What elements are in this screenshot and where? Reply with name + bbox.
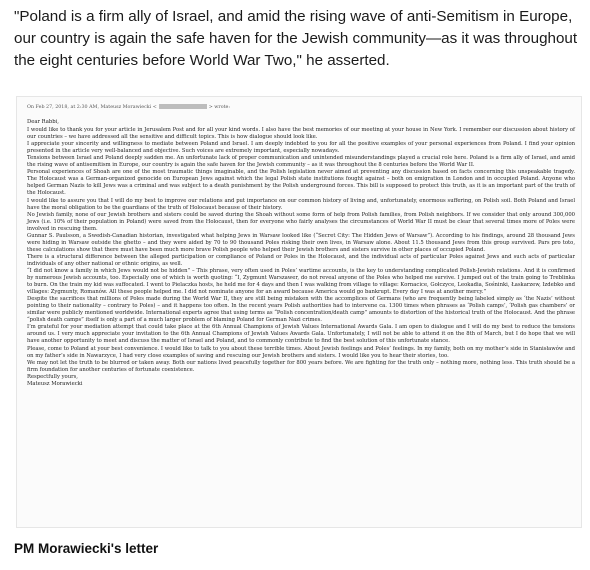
letter-paragraph: Personal experiences of Shoah are one of the most traumatic things imaginable, and the Polish legislation never aimed at preventing any discussion based on facts concerning this unspeakable tragedy. The Holocaust was a German-organized genocide on European Jews against which the legal Polish state institutions fought against – both on emigration in London and in occupied Poland. Anyone who helped German Nazis to kill Jews was a criminal and was subject to a death punishment by the Polish underground forces. This bill is supposed to protect this truth, as it is an important part of the truth of the Holocaust.: [27, 169, 575, 197]
email-header-suffix: > wrote:: [208, 105, 230, 110]
image-caption: PM Morawiecki's letter: [14, 541, 159, 556]
letter-paragraph: I would like to thank you for your article in Jerusalem Post and for all your kind words. I also have the best memories of our meeting at your house in New York. I remember our discussion about history of our countries – we have addressed all the sensitive and difficult topics. This is how dialogue should look like.: [27, 127, 575, 141]
letter-closing: Respectfully yours,: [27, 373, 78, 380]
letter-paragraph: We may not let the truth to be blurred or taken away. Both our nations lived peacefully together for 800 years before. We are fighting for the truth only – nothing more, nothing less. This truth should be a firm foundation for another centuries of fortunate coexistence.: [27, 359, 575, 373]
pull-quote: "Poland is a firm ally of Israel, and amid the rising wave of anti-Semitism in Europe, our country is again the safe haven for the Jewish community—as it was throughout the eight centuries before World War Two," he asserted.: [14, 8, 578, 69]
letter-paragraph: I appreciate your sincerity and willingness to mediate between Poland and Israel. I am deeply indebted to you for all the positive examples of your personal experiences from Poland. I find your opinion presented in the article very well-balanced and objective. Such voices are extremely important, especially nowadays.: [27, 141, 575, 155]
letter-paragraph: No Jewish family, none of our Jewish brothers and sisters could be saved during the Shoah without some form of help from Polish families, from Polish neighbors. If we consider that only around 300,000 Jews (i.e. 10% of their population in Poland) were saved from the Holocaust, then for everyone who fairly analyses the circumstances of World War II must be clear that several times more of Poles were involved in rescuing them.: [27, 211, 575, 232]
redacted-email-address: [159, 104, 207, 109]
letter-paragraph: I’m grateful for your mediation attempt that could take place at the 6th Annual Champions of Jewish Values International Awards Gala. I am open to dialogue and I will do my best to reduce the tensions around us. I very much appreciate your invitation to the 6th Annual Champions of Jewish Values Awards Gala. Unfortunately, I will not be able to attend it on the 8th of March, but I do hope that we will have another opportunity to meet and discuss the matter of Israel and Poland, and to commonly contribute to find the best solution of this unfortunate stance.: [27, 324, 575, 345]
letter-paragraph: Despite the sacrifices that millions of Poles made during the World War II, they are still being mistaken with the accomplices of Germans (who are frequently being labeled simply as ‘the Nazis’ without pointing to their nationality – contrary to Poles) – and it happens too often. In the recent years Polish authorities had to intervene ca. 1300 times when phrases as ‘Polish camps’, ‘Polish gas chambers’ or similar were publicly mentioned worldwide. International experts agree that using terms as “Polish concentration/death camp” amounts to distortion of the historical truth of the Holocaust. And the phrase “polish death camps” itself is only a part of a much larger problem of blaming Poland for German Nazi crimes.: [27, 296, 575, 324]
letter-paragraph: I would like to assure you that I will do my best to improve our relations and put importance on our common history of living and, unfortunately, enormous suffering, on Polish soil. Both Poland and Israel have the moral obligation to be the guardians of the truth of Holocaust because of their history.: [27, 197, 575, 211]
letter-image: [16, 96, 582, 528]
letter-body: [27, 104, 575, 388]
email-header: [27, 104, 575, 111]
email-header-prefix: On Feb 27, 2018, at 2:30 AM, Mateusz Morawiecki <: [27, 105, 157, 110]
letter-paragraph: There is a structural difference between the alleged participation or compliance of Poland or Poles in the Holocaust, and the individual acts of particular Poles against Jews and such acts of particular individuals of any other national or ethnic origins, as well.: [27, 253, 575, 267]
letter-paragraph: Please, come to Poland at your best convenience. I would like to talk to you about these terrible times. About Jewish feelings and Poles’ feelings. In my family, both on my mother’s side in Stanisławów and on my father’s side in Nawarzyce, I had very close examples of saving and rescuing our Jewish brothers and sisters. I would like you to hear their stories, too.: [27, 345, 575, 359]
letter-paragraph: “I did not know a family in which Jews would not be hidden” – This phrase, very often used in Poles’ wartime accounts, is the key to understanding complicated Polish-Jewish relations. And it is confirmed by numerous Jewish accounts, too. Especially one of which is worth quoting: “I, Zygmunt Warszawer, do not reveal anyone of the Poles who helped me survive. I jumped out of the train going to Treblinka to burn. On the train my kid was suffocated. I went to Pielaczka hosts, he held me for 4 days and then I was walking from village to village: Kornacice, Gołczyce, Leokadia, Sośninki, Łaskarzew, Izdebko and villages: Zygmunty, Romanów. All these people helped me. I did not nominate anyone for an award because America would go bankrupt. Every day I was at another mercy.”: [27, 267, 575, 296]
letter-paragraph: Gunnar S. Paulsson, a Swedish-Canadian historian, investigated what helping Jews in Warsaw looked like (“Secret City: The Hidden Jews of Warsaw”). According to his findings, around 28 thousand Jews were hiding in Warsaw outside the ghetto – and they were aided by 70 to 90 thousand Poles risking their own lives, in Warsaw alone. About 11.5 thousand Jews from this group survived. Pars pro toto, these calculations show that there must have been much more brave Polish people who helped their Jewish brothers and sisters survive in other places of occupied Poland.: [27, 232, 575, 253]
letter-salutation: Dear Rabbi,: [27, 119, 59, 125]
letter-paragraph: Tensions between Israel and Poland deeply sadden me. An unfortunate lack of proper communication and unintended misunderstandings played a crucial role here. Poland is a firm ally of Israel, and amid the rising wave of antisemitism in Europe, our country is again the safe haven for the Jewish community – as it was throughout the 8 centuries before the World War II.: [27, 155, 575, 169]
letter-signature: Mateusz Morawiecki: [27, 380, 83, 387]
